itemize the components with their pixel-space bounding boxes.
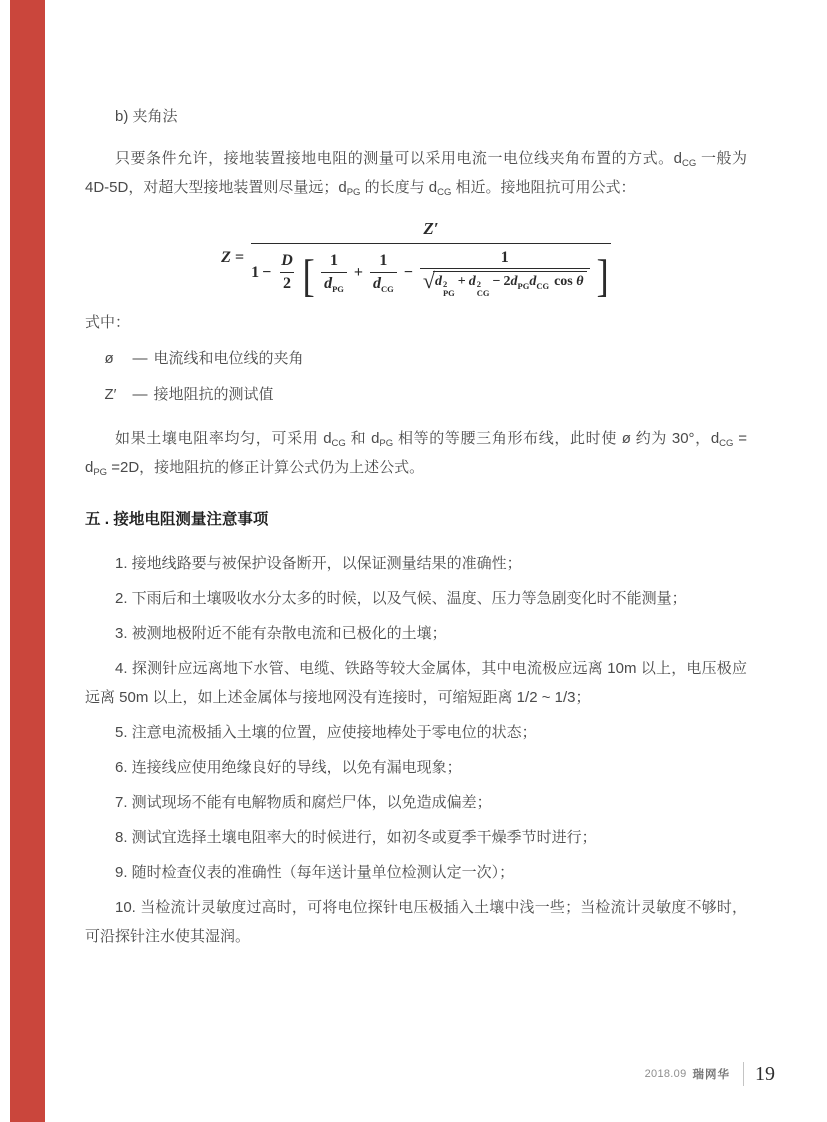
formula-denominator: 1 − $\frac{D}{2}$ [ 1 d PG + 1 d CG − 1 √ d 2 PG + d 2 CG − 2 d PG d CG cos θ ]: [251, 243, 611, 296]
page-content: [85, 102, 747, 957]
where-label: 式中：: [85, 314, 131, 332]
section-heading: 五 . 接地电阻测量注意事项: [85, 511, 269, 529]
list-item: 6. 连接线应使用绝缘良好的导线，以免有漏电现象；: [115, 759, 462, 777]
symbol-definition-z: Z′ — 接地阻抗的测试值: [104, 386, 274, 404]
brand-name: 瑞网华: [692, 1069, 730, 1081]
paragraph-uniform-soil: 如果土壤电阻率均匀，可采用 $d_{CG}$ 和 $d_{PG}$ 相等的等腰三角形布线，此时使 ø 约为 30°，$d_{CG} = d_{PG} =2D$，接地阻抗的修正计算公式仍为上述公式。: [85, 430, 747, 479]
issue-date: 2018.09: [644, 1068, 687, 1080]
fraction-1-over-dpg: 1 d PG: [321, 252, 347, 293]
square-root: √ d 2 PG + d 2 CG − 2 d PG d CG cos θ: [423, 271, 587, 296]
footer-divider: [743, 1062, 744, 1086]
fraction-d-over-2: $\frac{D}{2}$: [281, 252, 293, 292]
list-item: 9. 随时检查仪表的准确性（每年送计量单位检测认定一次）；: [115, 864, 515, 882]
formula-main-fraction: [251, 219, 611, 301]
list-item: 4. 探测针应远离地下水管、电缆、铁路等较大金属体，其中电流极应远离 10m 以上，电压极应远离 50m 以上，如上述金属体与接地网没有连接时，可缩短距离 1/2 ~ 1/3；: [85, 660, 747, 707]
list-item: 3. 被测地极附近不能有杂散电流和已极化的土壤；: [115, 625, 447, 643]
list-item: 10. 当检流计灵敏度过高时，可将电位探针电压极插入土壤中浅一些；当检流计灵敏度不够时，可沿探针注水使其湿润。: [85, 899, 747, 946]
fraction-1-over-dcg: 1 d CG: [370, 252, 397, 293]
grounding-impedance-formula: [85, 219, 747, 301]
paragraph-intro: 只要条件允许，接地装置接地电阻的测量可以采用电流一电位线夹角布置的方式。$d_{CG}$ 一般为 4D-5D，对超大型接地装置则尽量远；$d_{PG}$ 的长度与 $d_{CG}$ 相近。接地阻抗可用公式：: [85, 150, 747, 198]
formula-numerator: Z′: [423, 219, 439, 238]
page-footer: [645, 1062, 775, 1086]
symbol-definition-phi: ø — 电流线和电位线的夹角: [104, 350, 304, 368]
left-accent-bar: [10, 0, 45, 1122]
list-item: 5. 注意电流极插入土壤的位置，应使接地棒处于零电位的状态；: [115, 724, 537, 742]
fraction-1-over-sqrt: 1 √ d 2 PG + d 2 CG − 2 d PG d CG cos θ: [420, 249, 590, 296]
notes-list: [85, 549, 747, 951]
list-item: 7. 测试现场不能有电解物质和腐烂尸体，以免造成偏差；: [115, 794, 492, 812]
page-number: 19: [755, 1062, 775, 1085]
list-item: 1. 接地线路要与被保护设备断开，以保证测量结果的准确性；: [115, 555, 522, 573]
subsection-title: b) 夹角法: [115, 108, 178, 125]
list-item: 2. 下雨后和土壤吸收水分太多的时候，以及气候、温度、压力等急剧变化时不能测量；: [115, 590, 687, 608]
formula-lhs: Z =: [221, 248, 245, 266]
list-item: 8. 测试宜选择土壤电阻率大的时候进行，如初冬或夏季干燥季节时进行；: [115, 829, 597, 847]
